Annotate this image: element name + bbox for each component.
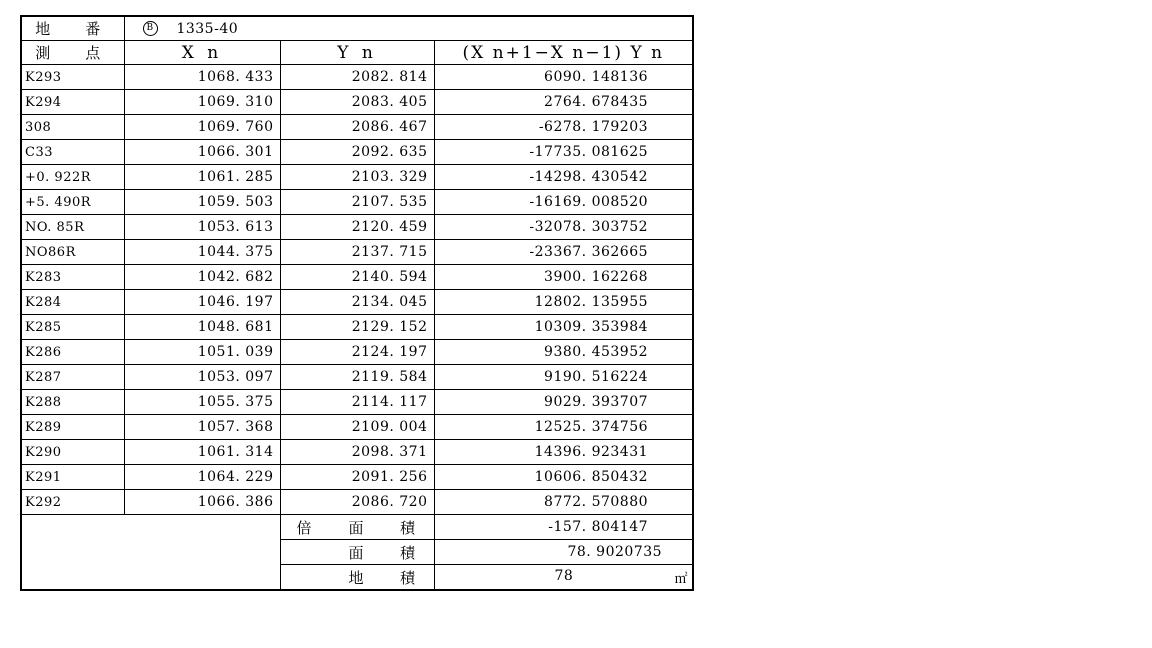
x-value-cell: 1066. 301 bbox=[124, 140, 280, 165]
formula-value-cell: 2764. 678435 bbox=[434, 90, 693, 115]
y-value-cell: 2083. 405 bbox=[280, 90, 434, 115]
x-value-cell: 1064. 229 bbox=[124, 465, 280, 490]
point-cell: K285 bbox=[21, 315, 124, 340]
point-cell: K292 bbox=[21, 490, 124, 515]
column-header-row bbox=[21, 41, 693, 65]
y-column-header: Y n bbox=[280, 41, 434, 65]
formula-value-cell: 9029. 393707 bbox=[434, 390, 693, 415]
coordinate-area-table bbox=[20, 15, 694, 591]
table-row bbox=[21, 90, 693, 115]
y-value-cell: 2086. 467 bbox=[280, 115, 434, 140]
table-row bbox=[21, 115, 693, 140]
y-value-cell: 2140. 594 bbox=[280, 265, 434, 290]
label-char-a bbox=[297, 567, 313, 588]
point-cell: K284 bbox=[21, 290, 124, 315]
lot-number-row bbox=[21, 16, 693, 41]
y-value-cell: 2114. 117 bbox=[280, 390, 434, 415]
formula-column-header: (X n+1−X n−1) Y n bbox=[434, 41, 693, 65]
lot-number-cell bbox=[124, 16, 693, 41]
x-value-cell: 1046. 197 bbox=[124, 290, 280, 315]
formula-value-cell: 12525. 374756 bbox=[434, 415, 693, 440]
point-cell: 308 bbox=[21, 115, 124, 140]
formula-value-cell: -17735. 081625 bbox=[434, 140, 693, 165]
lot-marker-circle: B bbox=[143, 21, 158, 36]
y-value-cell: 2134. 045 bbox=[280, 290, 434, 315]
y-value-cell: 2092. 635 bbox=[280, 140, 434, 165]
formula-value-cell: 6090. 148136 bbox=[434, 65, 693, 90]
table-row bbox=[21, 390, 693, 415]
label-char-c: 積 bbox=[399, 518, 416, 537]
land-area-row-value bbox=[434, 565, 693, 591]
lot-label: 地 番 bbox=[21, 16, 124, 41]
x-value-cell: 1053. 097 bbox=[124, 365, 280, 390]
point-cell: K294 bbox=[21, 90, 124, 115]
point-cell: K291 bbox=[21, 465, 124, 490]
table-row bbox=[21, 490, 693, 515]
formula-value-cell: 9380. 453952 bbox=[434, 340, 693, 365]
x-value-cell: 1044. 375 bbox=[124, 240, 280, 265]
point-cell: K290 bbox=[21, 440, 124, 465]
x-value-cell: 1053. 613 bbox=[124, 215, 280, 240]
area-row-value: 78. 9020735 bbox=[434, 540, 693, 565]
y-value-cell: 2129. 152 bbox=[280, 315, 434, 340]
formula-value-cell: -23367. 362665 bbox=[434, 240, 693, 265]
point-cell: K283 bbox=[21, 265, 124, 290]
label-char-a bbox=[297, 542, 313, 563]
land-area-number: 78 bbox=[554, 567, 574, 584]
y-value-cell: 2098. 371 bbox=[280, 440, 434, 465]
point-cell: +5. 490R bbox=[21, 190, 124, 215]
formula-value-cell: 12802. 135955 bbox=[434, 290, 693, 315]
x-value-cell: 1042. 682 bbox=[124, 265, 280, 290]
x-value-cell: 1055. 375 bbox=[124, 390, 280, 415]
y-value-cell: 2120. 459 bbox=[280, 215, 434, 240]
table-row bbox=[21, 240, 693, 265]
point-cell: C33 bbox=[21, 140, 124, 165]
point-cell: NO. 85R bbox=[21, 215, 124, 240]
table-row bbox=[21, 465, 693, 490]
formula-value-cell: -6278. 179203 bbox=[434, 115, 693, 140]
y-value-cell: 2082. 814 bbox=[280, 65, 434, 90]
y-value-cell: 2091. 256 bbox=[280, 465, 434, 490]
x-value-cell: 1061. 314 bbox=[124, 440, 280, 465]
point-cell: K287 bbox=[21, 365, 124, 390]
double-area-row-value: -157. 804147 bbox=[434, 515, 693, 540]
area-row-label bbox=[280, 540, 434, 565]
x-value-cell: 1066. 386 bbox=[124, 490, 280, 515]
table-row bbox=[21, 190, 693, 215]
point-cell: K286 bbox=[21, 340, 124, 365]
double-area-row bbox=[21, 515, 693, 540]
y-value-cell: 2107. 535 bbox=[280, 190, 434, 215]
point-cell: NO86R bbox=[21, 240, 124, 265]
x-value-cell: 1051. 039 bbox=[124, 340, 280, 365]
label-char-b: 地 bbox=[348, 568, 364, 587]
y-value-cell: 2103. 329 bbox=[280, 165, 434, 190]
y-value-cell: 2109. 004 bbox=[280, 415, 434, 440]
formula-value-cell: -16169. 008520 bbox=[434, 190, 693, 215]
formula-value-cell: 3900. 162268 bbox=[434, 265, 693, 290]
point-cell: +0. 922R bbox=[21, 165, 124, 190]
formula-value-cell: 10606. 850432 bbox=[434, 465, 693, 490]
label-char-c: 積 bbox=[399, 543, 416, 562]
formula-value-cell: -14298. 430542 bbox=[434, 165, 693, 190]
formula-value-cell: 10309. 353984 bbox=[434, 315, 693, 340]
formula-value-cell: 9190. 516224 bbox=[434, 365, 693, 390]
formula-value-cell: 14396. 923431 bbox=[434, 440, 693, 465]
x-value-cell: 1048. 681 bbox=[124, 315, 280, 340]
y-value-cell: 2124. 197 bbox=[280, 340, 434, 365]
label-char-b: 面 bbox=[348, 518, 364, 537]
y-value-cell: 2119. 584 bbox=[280, 365, 434, 390]
x-value-cell: 1069. 310 bbox=[124, 90, 280, 115]
x-value-cell: 1059. 503 bbox=[124, 190, 280, 215]
point-cell: K293 bbox=[21, 65, 124, 90]
table-row bbox=[21, 365, 693, 390]
y-value-cell: 2137. 715 bbox=[280, 240, 434, 265]
label-char-a: 倍 bbox=[296, 518, 313, 537]
table-row bbox=[21, 165, 693, 190]
point-column-header: 測 点 bbox=[21, 41, 124, 65]
formula-value-cell: 8772. 570880 bbox=[434, 490, 693, 515]
x-value-cell: 1061. 285 bbox=[124, 165, 280, 190]
label-char-b: 面 bbox=[348, 543, 364, 562]
point-cell: K288 bbox=[21, 390, 124, 415]
area-calculation-sheet bbox=[20, 15, 692, 618]
land-area-row-label bbox=[280, 565, 434, 591]
square-meter-unit: ㎡ bbox=[674, 571, 689, 587]
point-cell: K289 bbox=[21, 415, 124, 440]
table-row bbox=[21, 415, 693, 440]
table-row bbox=[21, 315, 693, 340]
label-char-c: 積 bbox=[399, 568, 416, 587]
table-row bbox=[21, 340, 693, 365]
y-value-cell: 2086. 720 bbox=[280, 490, 434, 515]
table-row bbox=[21, 65, 693, 90]
x-value-cell: 1068. 433 bbox=[124, 65, 280, 90]
lot-number: 1335-40 bbox=[176, 20, 239, 37]
x-value-cell: 1057. 368 bbox=[124, 415, 280, 440]
x-column-header: X n bbox=[124, 41, 280, 65]
table-row bbox=[21, 140, 693, 165]
table-row bbox=[21, 440, 693, 465]
table-row bbox=[21, 265, 693, 290]
table-row bbox=[21, 290, 693, 315]
table-row bbox=[21, 215, 693, 240]
double-area-row-label bbox=[280, 515, 434, 540]
x-value-cell: 1069. 760 bbox=[124, 115, 280, 140]
formula-value-cell: -32078. 303752 bbox=[434, 215, 693, 240]
blank-cell bbox=[21, 515, 280, 591]
